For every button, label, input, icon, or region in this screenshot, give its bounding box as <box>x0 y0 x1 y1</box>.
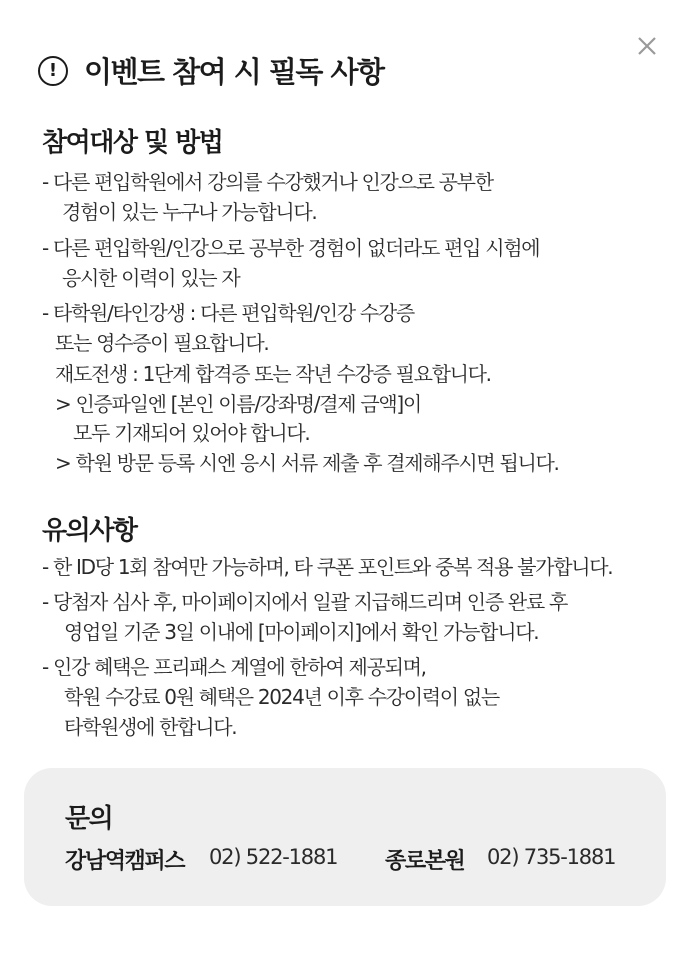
eligibility-line: > 인증파일엔 [본인 이름/강좌명/결제 금액]이 <box>55 392 421 416</box>
contact-name-gangnam: 강남역캠퍼스 <box>65 849 185 874</box>
notice-line: - 인강 혜택은 프리패스 계열에 한하여 제공되며, <box>42 655 426 679</box>
eligibility-line: > 학원 방문 등록 시엔 응시 서류 제출 후 결제해주시면 됩니다. <box>55 451 559 475</box>
modal-title: 이벤트 참여 시 필독 사항 <box>84 55 384 89</box>
notice-line: 타학원생에 한합니다. <box>64 715 237 739</box>
notice-line: - 한 ID당 1회 참여만 가능하며, 타 쿠폰 포인트와 중복 적용 불가합니다. <box>42 555 613 579</box>
close-icon[interactable] <box>631 30 663 62</box>
contact-phone-gangnam[interactable]: 02) 522-1881 <box>209 845 338 869</box>
eligibility-line: - 다른 편입학원에서 강의를 수강했거나 인강으로 공부한 <box>42 170 493 194</box>
contact-phone-jongno[interactable]: 02) 735-1881 <box>487 845 616 869</box>
eligibility-line: 재도전생 : 1단계 합격증 또는 작년 수강증 필요합니다. <box>55 362 491 386</box>
eligibility-line: - 다른 편입학원/인강으로 공부한 경험이 없더라도 편입 시험에 <box>42 236 540 260</box>
section-title-eligibility: 참여대상 및 방법 <box>42 128 223 158</box>
close-button[interactable] <box>631 30 663 62</box>
modal-header <box>38 50 384 91</box>
notice-line: 학원 수강료 0원 혜택은 2024년 이후 수강이력이 없는 <box>64 685 499 709</box>
eligibility-line: 경험이 있는 누구나 가능합니다. <box>62 200 317 224</box>
eligibility-line: 모두 기재되어 있어야 합니다. <box>73 421 310 445</box>
notice-line: - 당첨자 심사 후, 마이페이지에서 일괄 지급해드리며 인증 완료 후 <box>42 590 568 614</box>
eligibility-line: 응시한 이력이 있는 자 <box>62 266 240 290</box>
contact-title: 문의 <box>65 804 113 834</box>
eligibility-line: - 타학원/타인강생 : 다른 편입학원/인강 수강증 <box>42 301 414 325</box>
notice-line: 영업일 기준 3일 이내에 [마이페이지]에서 확인 가능합니다. <box>64 620 539 644</box>
contact-box <box>24 768 666 906</box>
eligibility-line: 또는 영수증이 필요합니다. <box>55 331 269 355</box>
alert-icon: ! <box>38 56 68 86</box>
section-title-notice: 유의사항 <box>42 516 137 546</box>
contact-name-jongno: 종로본원 <box>385 849 465 874</box>
